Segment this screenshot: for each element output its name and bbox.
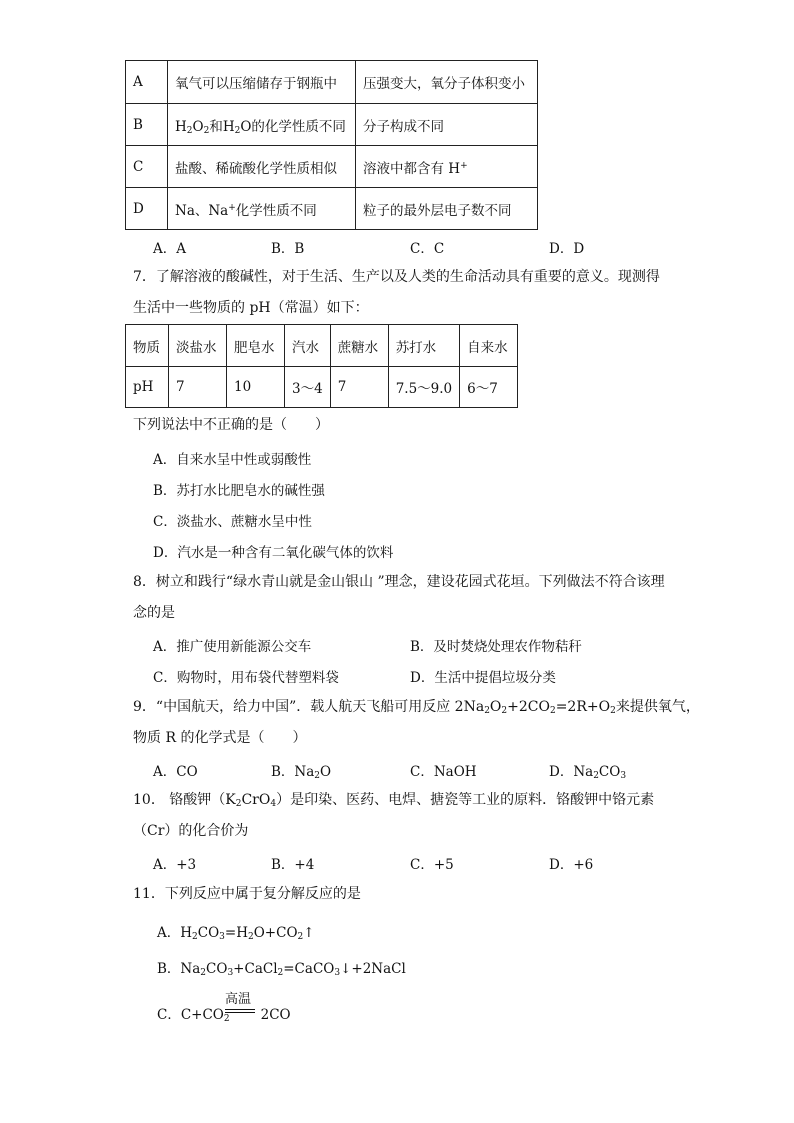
q6-option-a: A．A xyxy=(153,241,186,257)
q7-stem-line1: 7．了解溶液的酸碱性，对于生活、生产以及人类的生命活动具有重要的意义。现测得 xyxy=(133,269,660,285)
header-cell: 肥皂水 xyxy=(227,325,285,367)
row-fact: $H_2O_2$和$H_2O$的化学性质不同 xyxy=(168,104,356,146)
row-letter: A xyxy=(126,61,168,104)
q8-option-d: D．生活中提倡垃圾分类 xyxy=(410,670,556,686)
value-cell: 7.5～9.0 xyxy=(388,367,459,408)
equals-double-line xyxy=(225,1009,255,1013)
q8-option-c: C．购物时，用布袋代替塑料袋 xyxy=(153,670,339,686)
header-cell: 蔗糖水 xyxy=(330,325,388,367)
q9-stem-line2: 物质 R 的化学式是（ ） xyxy=(133,730,307,746)
q6-option-b: B．B xyxy=(271,241,305,257)
table-row xyxy=(126,104,538,146)
q8-option-b: B．及时焚烧处理农作物秸秆 xyxy=(410,639,582,655)
q9-option-d: D．$Na_2CO_3$ xyxy=(549,764,627,781)
reaction-condition: 高温 xyxy=(225,992,252,1007)
row-letter: D xyxy=(126,188,168,230)
row-letter: B xyxy=(126,104,168,146)
row-fact: Na、Na+化学性质不同 xyxy=(168,188,356,230)
value-cell: 7 xyxy=(330,367,388,408)
q10-option-d: D．+6 xyxy=(549,857,594,873)
row-explanation: 压强变大，氧分子体积变小 xyxy=(356,61,538,104)
value-cell: 10 xyxy=(227,367,285,408)
table-row xyxy=(126,61,538,104)
q7-option-b: B．苏打水比肥皂水的碱性强 xyxy=(153,483,325,499)
row-letter: C xyxy=(126,146,168,188)
q9-option-b: B．$Na_2O$ xyxy=(271,764,332,781)
q8-option-a: A．推广使用新能源公交车 xyxy=(153,639,312,655)
q11-option-a: A．$H_2CO_3=H_2O+CO_2↑$ xyxy=(157,925,315,942)
q7-option-c: C．淡盐水、蔗糖水呈中性 xyxy=(153,514,312,530)
q9-stem-line1: 9．“中国航天，给力中国”．载人航天飞船可用反应 $2Na_2O_2+2CO_2=2R+O_2$来提供氧气， xyxy=(133,699,700,716)
q10-stem-line2: （Cr）的化合价为 xyxy=(133,823,249,839)
table-row xyxy=(126,188,538,230)
value-cell: 6～7 xyxy=(460,367,518,408)
value-cell: pH xyxy=(126,367,169,408)
q6-option-c: C．C xyxy=(410,241,445,257)
q10-option-c: C．+5 xyxy=(410,857,454,873)
q10-stem-line1: 10． 铬酸钾$(K_2CrO_4)$是印染、医药、电焊、搪瓷等工业的原料．铬酸钾中铬元素 xyxy=(133,792,655,809)
q7-stem-line2: 生活中一些物质的 pH（常温）如下： xyxy=(133,300,369,316)
row-fact: 氧气可以压缩储存于钢瓶中 xyxy=(168,61,356,104)
q7-ph-table xyxy=(125,324,518,408)
q7-option-d: D．汽水是一种含有二氧化碳气体的饮料 xyxy=(153,545,394,561)
header-cell: 汽水 xyxy=(285,325,331,367)
q9-option-c: C．NaOH xyxy=(410,764,477,780)
header-cell: 自来水 xyxy=(460,325,518,367)
q11-option-b: B．$Na_2CO_3+CaCl_2=CaCO_3↓+2NaCl$ xyxy=(157,961,406,978)
table-row xyxy=(126,146,538,188)
header-cell: 物质 xyxy=(126,325,169,367)
q6-table xyxy=(125,60,538,230)
value-cell: 7 xyxy=(169,367,227,408)
q7-option-a: A．自来水呈中性或弱酸性 xyxy=(153,452,312,468)
q7-prompt: 下列说法中不正确的是（ ） xyxy=(133,417,329,433)
row-fact: 盐酸、稀硫酸化学性质相似 xyxy=(168,146,356,188)
q11-stem: 11．下列反应中属于复分解反应的是 xyxy=(133,886,361,902)
q10-option-a: A．+3 xyxy=(153,857,197,873)
table-row xyxy=(126,367,518,408)
q10-option-b: B．+4 xyxy=(271,857,315,873)
q8-stem-line2: 念的是 xyxy=(133,605,175,621)
row-explanation: 粒子的最外层电子数不同 xyxy=(356,188,538,230)
row-explanation: 溶液中都含有 H+ xyxy=(356,146,538,188)
q11-option-c: C．$C+CO_2$ 2CO xyxy=(157,1007,291,1024)
header-cell: 苏打水 xyxy=(388,325,459,367)
row-explanation: 分子构成不同 xyxy=(356,104,538,146)
value-cell: 3～4 xyxy=(285,367,331,408)
q8-stem-line1: 8．树立和践行“绿水青山就是金山银山 ”理念，建设花园式花垣。下列做法不符合该理 xyxy=(133,574,665,590)
q9-option-a: A．CO xyxy=(153,764,198,780)
table-row xyxy=(126,325,518,367)
q6-option-d: D．D xyxy=(549,241,585,257)
header-cell: 淡盐水 xyxy=(169,325,227,367)
